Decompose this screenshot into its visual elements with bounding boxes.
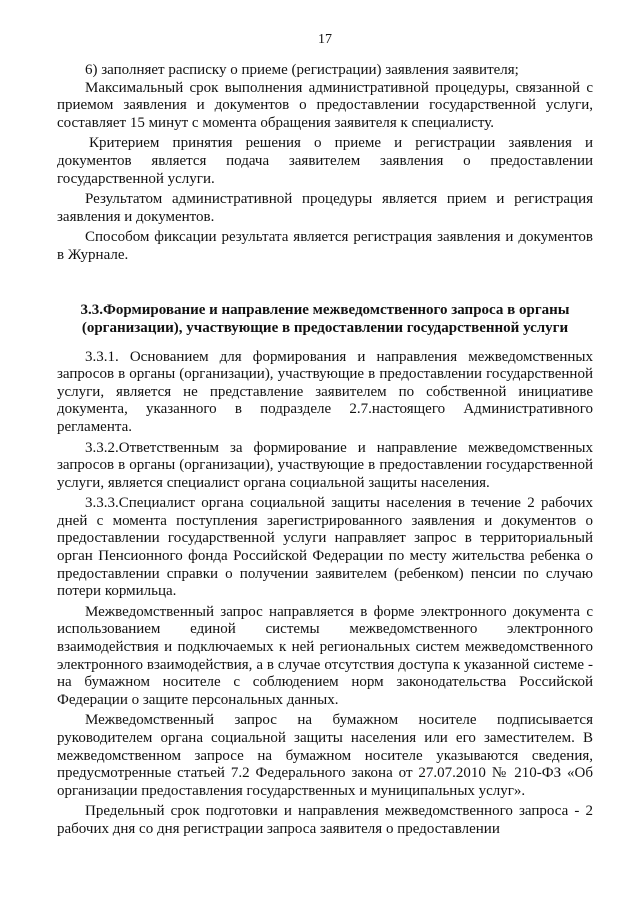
paragraph-3-3-2: 3.3.2.Ответственным за формирование и направление межведомственных запросов в органы (организации), участвующие в предоставлении государственной услуги, является специалист органа социальной защиты населения. — [57, 439, 593, 491]
paragraph-electronic-request: Межведомственный запрос направляется в форме электронного документа с использованием единой системы межведомственного электронного взаимодействия и подключаемых к ней региональных систем межведомственного электронного взаимодействия, а в случае отсутствия доступа к указанной системе - на бумажном носителе с соблюдением норм законодательства Российской Федерации о защите персональных данных. — [57, 603, 593, 708]
paragraph-3-3-1: 3.3.1. Основанием для формирования и направления межведомственных запросов в органы (организации), участвующие в предоставлении государственной услуги, является не представление заявителем по собственной инициативе документа, указанного в подразделе 2.7.настоящего Административного регламента. — [57, 348, 593, 435]
page-number: 17 — [318, 32, 332, 47]
document-body — [57, 62, 593, 839]
paragraph-fixation-method: Способом фиксации результата является регистрация заявления и документов в Журнале. — [57, 229, 593, 263]
paragraph-max-duration: Максимальный срок выполнения административной процедуры, связанной с приемом заявления и документов о предоставлении государственной услуги, составляет 15 минут с момента обращения заявителя к специалисту. — [57, 79, 593, 131]
section-title: 3.3.Формирование и направление межведомственного запроса в органы (организации), участвующие в предоставлении государственной услуги — [80, 301, 570, 336]
paragraph-3-3-3: 3.3.3.Специалист органа социальной защиты населения в течение 2 рабочих дней с момента поступления зарегистрированного заявления и документов о предоставлении государственной услуги направляет запрос в территориальный орган Пенсионного фонда Российской Федерации по месту жительства ребенка о предоставлении справки о получении заявителем (ребенком) пенсии по случаю потери кормильца. — [57, 495, 593, 600]
paragraph-decision-criterion: Критерием принятия решения о приеме и регистрации заявления и документов является подача заявителем заявления о предоставлении государственной услуги. — [57, 135, 593, 187]
paragraph-deadline: Предельный срок подготовки и направления межведомственного запроса - 2 рабочих дня со дня регистрации запроса заявителя о предоставлении — [57, 803, 593, 837]
paragraph-receipt: 6) заполняет расписку о приеме (регистрации) заявления заявителя; — [85, 62, 519, 78]
paragraph-paper-request: Межведомственный запрос на бумажном носителе подписывается руководителем органа социальной защиты населения или его заместителем. В межведомственном запросе на бумажном носителе указываются сведения, предусмотренные статьей 7.2 Федерального закона от 27.07.2010 № 210-ФЗ «Об организации предоставления государственных и муниципальных услуг». — [57, 712, 593, 799]
paragraph-procedure-result: Результатом административной процедуры является прием и регистрация заявления и документов. — [57, 191, 593, 225]
